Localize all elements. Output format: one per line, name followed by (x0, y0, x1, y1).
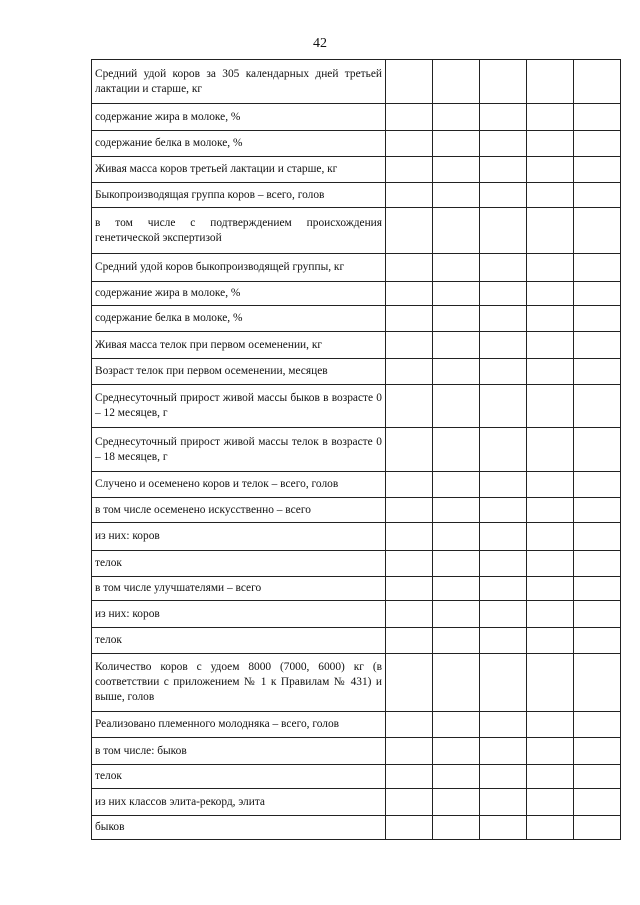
value-cell-2[interactable] (433, 712, 480, 738)
table-row (92, 385, 621, 428)
table-row (92, 712, 621, 738)
row-label: в том числе: быков (92, 738, 386, 765)
value-cell-1[interactable] (386, 523, 433, 551)
value-cell-2[interactable] (433, 765, 480, 789)
value-cell-3[interactable] (480, 738, 527, 765)
value-cell-3[interactable] (480, 282, 527, 306)
value-cell-4[interactable] (527, 385, 574, 428)
value-cell-4[interactable] (527, 131, 574, 157)
value-cell-3[interactable] (480, 789, 527, 816)
table-row (92, 254, 621, 282)
row-label: из них классов элита-рекорд, элита (92, 789, 386, 816)
table-row (92, 577, 621, 601)
value-cell-2[interactable] (433, 498, 480, 523)
row-label: Быкопроизводящая группа коров – всего, голов (92, 183, 386, 208)
value-cell-3[interactable] (480, 428, 527, 472)
value-cell-2[interactable] (433, 789, 480, 816)
row-label: Средний удой коров быкопроизводящей группы, кг (92, 254, 386, 282)
table-row (92, 183, 621, 208)
value-cell-2[interactable] (433, 60, 480, 104)
value-cell-5[interactable] (574, 498, 621, 523)
value-cell-2[interactable] (433, 577, 480, 601)
row-label: быков (92, 816, 386, 840)
value-cell-5[interactable] (574, 359, 621, 385)
value-cell-5[interactable] (574, 654, 621, 712)
value-cell-1[interactable] (386, 60, 433, 104)
value-cell-4[interactable] (527, 816, 574, 840)
value-cell-1[interactable] (386, 498, 433, 523)
value-cell-3[interactable] (480, 183, 527, 208)
value-cell-1[interactable] (386, 472, 433, 498)
value-cell-1[interactable] (386, 551, 433, 577)
value-cell-1[interactable] (386, 282, 433, 306)
row-label: Случено и осеменено коров и телок – всего, голов (92, 472, 386, 498)
value-cell-1[interactable] (386, 131, 433, 157)
row-label: содержание жира в молоке, % (92, 282, 386, 306)
value-cell-5[interactable] (574, 183, 621, 208)
value-cell-4[interactable] (527, 60, 574, 104)
value-cell-3[interactable] (480, 131, 527, 157)
table-row (92, 654, 621, 712)
value-cell-1[interactable] (386, 577, 433, 601)
row-label: Реализовано племенного молодняка – всего, голов (92, 712, 386, 738)
value-cell-4[interactable] (527, 628, 574, 654)
value-cell-5[interactable] (574, 282, 621, 306)
row-label: из них: коров (92, 601, 386, 628)
table-row (92, 332, 621, 359)
value-cell-1[interactable] (386, 789, 433, 816)
value-cell-2[interactable] (433, 306, 480, 332)
value-cell-3[interactable] (480, 208, 527, 254)
value-cell-5[interactable] (574, 385, 621, 428)
row-label: в том числе улучшателями – всего (92, 577, 386, 601)
value-cell-2[interactable] (433, 157, 480, 183)
row-label: содержание белка в молоке, % (92, 306, 386, 332)
value-cell-4[interactable] (527, 738, 574, 765)
value-cell-4[interactable] (527, 601, 574, 628)
value-cell-1[interactable] (386, 738, 433, 765)
row-label: содержание жира в молоке, % (92, 104, 386, 131)
value-cell-3[interactable] (480, 385, 527, 428)
value-cell-2[interactable] (433, 208, 480, 254)
value-cell-4[interactable] (527, 306, 574, 332)
value-cell-2[interactable] (433, 359, 480, 385)
value-cell-4[interactable] (527, 765, 574, 789)
value-cell-3[interactable] (480, 332, 527, 359)
value-cell-2[interactable] (433, 601, 480, 628)
row-label: Количество коров с удоем 8000 (7000, 6000) кг (в соответствии с приложением № 1 к Правилам № 431) и выше, голов (92, 654, 386, 712)
row-label: содержание белка в молоке, % (92, 131, 386, 157)
value-cell-3[interactable] (480, 157, 527, 183)
value-cell-5[interactable] (574, 254, 621, 282)
value-cell-4[interactable] (527, 104, 574, 131)
table-row (92, 816, 621, 840)
table-row (92, 472, 621, 498)
table-row (92, 738, 621, 765)
table-body (92, 60, 621, 840)
page-number: 42 (313, 36, 327, 51)
value-cell-5[interactable] (574, 712, 621, 738)
value-cell-5[interactable] (574, 104, 621, 131)
value-cell-2[interactable] (433, 282, 480, 306)
table-row (92, 428, 621, 472)
value-cell-4[interactable] (527, 551, 574, 577)
value-cell-5[interactable] (574, 131, 621, 157)
row-label: Среднесуточный прирост живой массы телок в возрасте 0 – 18 месяцев, г (92, 428, 386, 472)
value-cell-3[interactable] (480, 498, 527, 523)
value-cell-2[interactable] (433, 654, 480, 712)
row-label: Средний удой коров за 305 календарных дней третьей лактации и старше, кг (92, 60, 386, 104)
value-cell-5[interactable] (574, 428, 621, 472)
value-cell-1[interactable] (386, 428, 433, 472)
value-cell-3[interactable] (480, 816, 527, 840)
table-row (92, 765, 621, 789)
value-cell-2[interactable] (433, 254, 480, 282)
row-label: Возраст телок при первом осеменении, месяцев (92, 359, 386, 385)
value-cell-4[interactable] (527, 208, 574, 254)
value-cell-2[interactable] (433, 551, 480, 577)
value-cell-1[interactable] (386, 601, 433, 628)
value-cell-2[interactable] (433, 472, 480, 498)
value-cell-5[interactable] (574, 306, 621, 332)
value-cell-4[interactable] (527, 428, 574, 472)
value-cell-1[interactable] (386, 332, 433, 359)
value-cell-4[interactable] (527, 472, 574, 498)
value-cell-3[interactable] (480, 712, 527, 738)
value-cell-4[interactable] (527, 523, 574, 551)
table-row (92, 551, 621, 577)
value-cell-2[interactable] (433, 816, 480, 840)
value-cell-5[interactable] (574, 60, 621, 104)
table-row (92, 359, 621, 385)
value-cell-1[interactable] (386, 306, 433, 332)
value-cell-5[interactable] (574, 738, 621, 765)
value-cell-5[interactable] (574, 628, 621, 654)
row-label: в том числе с подтверждением происхождения генетической экспертизой (92, 208, 386, 254)
value-cell-2[interactable] (433, 628, 480, 654)
value-cell-5[interactable] (574, 523, 621, 551)
value-cell-4[interactable] (527, 498, 574, 523)
value-cell-4[interactable] (527, 359, 574, 385)
value-cell-3[interactable] (480, 359, 527, 385)
table-row (92, 282, 621, 306)
table-row (92, 131, 621, 157)
value-cell-5[interactable] (574, 765, 621, 789)
value-cell-5[interactable] (574, 208, 621, 254)
value-cell-2[interactable] (433, 523, 480, 551)
value-cell-2[interactable] (433, 131, 480, 157)
value-cell-1[interactable] (386, 183, 433, 208)
row-label: из них: коров (92, 523, 386, 551)
value-cell-1[interactable] (386, 385, 433, 428)
value-cell-1[interactable] (386, 208, 433, 254)
value-cell-4[interactable] (527, 332, 574, 359)
row-label: Живая масса телок при первом осеменении, кг (92, 332, 386, 359)
value-cell-4[interactable] (527, 282, 574, 306)
value-cell-3[interactable] (480, 472, 527, 498)
table-row (92, 306, 621, 332)
value-cell-5[interactable] (574, 601, 621, 628)
table-row (92, 601, 621, 628)
table-row (92, 208, 621, 254)
value-cell-5[interactable] (574, 789, 621, 816)
value-cell-4[interactable] (527, 254, 574, 282)
table-row (92, 523, 621, 551)
livestock-indicators-table (91, 59, 621, 840)
value-cell-2[interactable] (433, 104, 480, 131)
value-cell-1[interactable] (386, 104, 433, 131)
row-label: телок (92, 628, 386, 654)
value-cell-5[interactable] (574, 577, 621, 601)
value-cell-3[interactable] (480, 523, 527, 551)
value-cell-3[interactable] (480, 60, 527, 104)
value-cell-3[interactable] (480, 551, 527, 577)
value-cell-3[interactable] (480, 306, 527, 332)
value-cell-2[interactable] (433, 332, 480, 359)
value-cell-1[interactable] (386, 712, 433, 738)
value-cell-5[interactable] (574, 816, 621, 840)
value-cell-3[interactable] (480, 628, 527, 654)
value-cell-2[interactable] (433, 428, 480, 472)
table-row (92, 789, 621, 816)
row-label: в том числе осеменено искусственно – всего (92, 498, 386, 523)
value-cell-3[interactable] (480, 601, 527, 628)
table-row (92, 498, 621, 523)
value-cell-5[interactable] (574, 157, 621, 183)
value-cell-4[interactable] (527, 654, 574, 712)
row-label: Среднесуточный прирост живой массы быков в возрасте 0 – 12 месяцев, г (92, 385, 386, 428)
table-row (92, 157, 621, 183)
row-label: телок (92, 765, 386, 789)
value-cell-1[interactable] (386, 628, 433, 654)
value-cell-1[interactable] (386, 816, 433, 840)
row-label: Живая масса коров третьей лактации и старше, кг (92, 157, 386, 183)
value-cell-3[interactable] (480, 577, 527, 601)
value-cell-2[interactable] (433, 738, 480, 765)
value-cell-1[interactable] (386, 359, 433, 385)
value-cell-1[interactable] (386, 254, 433, 282)
value-cell-5[interactable] (574, 472, 621, 498)
value-cell-3[interactable] (480, 654, 527, 712)
value-cell-1[interactable] (386, 654, 433, 712)
value-cell-5[interactable] (574, 551, 621, 577)
value-cell-4[interactable] (527, 183, 574, 208)
value-cell-2[interactable] (433, 385, 480, 428)
row-label: телок (92, 551, 386, 577)
value-cell-3[interactable] (480, 104, 527, 131)
value-cell-4[interactable] (527, 789, 574, 816)
table-row (92, 60, 621, 104)
value-cell-5[interactable] (574, 332, 621, 359)
table-row (92, 628, 621, 654)
value-cell-4[interactable] (527, 577, 574, 601)
value-cell-4[interactable] (527, 157, 574, 183)
value-cell-1[interactable] (386, 157, 433, 183)
value-cell-3[interactable] (480, 254, 527, 282)
table-row (92, 104, 621, 131)
value-cell-2[interactable] (433, 183, 480, 208)
value-cell-1[interactable] (386, 765, 433, 789)
value-cell-3[interactable] (480, 765, 527, 789)
value-cell-4[interactable] (527, 712, 574, 738)
